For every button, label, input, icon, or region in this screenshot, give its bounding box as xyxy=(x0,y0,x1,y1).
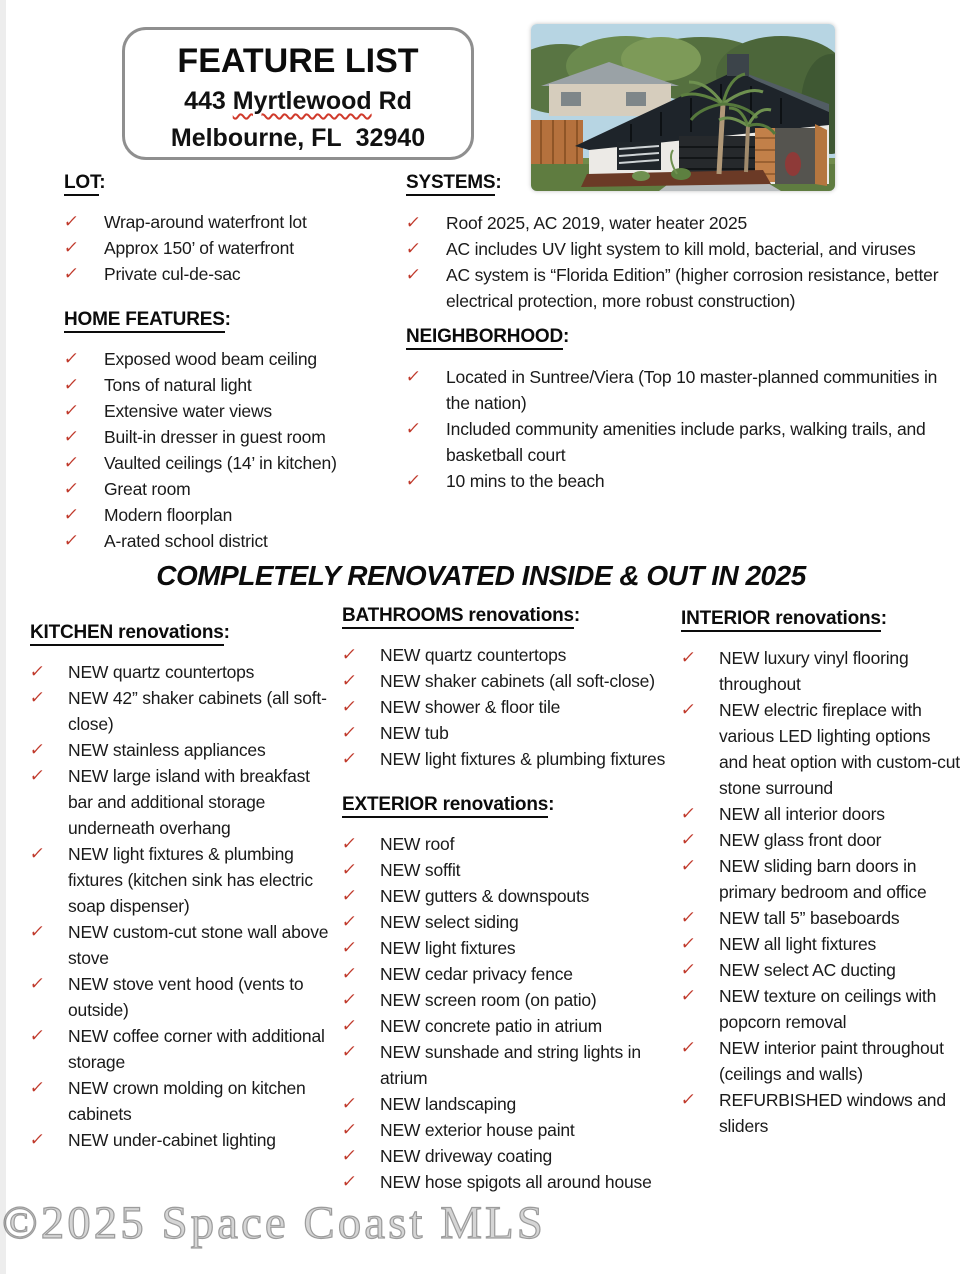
checkmark-icon: ✓ xyxy=(62,238,80,258)
list-item-text: NEW light fixtures & plumbing fixtures (kitchen sink has electric soap dispenser) xyxy=(68,844,313,916)
list-item xyxy=(342,1143,668,1169)
list-item xyxy=(30,763,336,841)
page-edge-shading xyxy=(0,0,6,1274)
list-item-text: NEW shower & floor tile xyxy=(380,697,561,717)
list-item-text: Vaulted ceilings (14’ in kitchen) xyxy=(104,453,337,473)
list-item xyxy=(406,236,951,262)
section-heading-bathrooms: BATHROOMS renovations: xyxy=(342,605,668,627)
checkmark-icon: ✓ xyxy=(340,697,358,717)
page-title: FEATURE LIST xyxy=(177,42,419,80)
list-item-text: Approx 150’ of waterfront xyxy=(104,238,294,258)
list-item xyxy=(681,957,960,983)
list-item-text: NEW concrete patio in atrium xyxy=(380,1016,602,1036)
list-item xyxy=(342,746,668,772)
checkmark-icon: ✓ xyxy=(340,834,358,854)
checkmark-icon: ✓ xyxy=(404,213,422,233)
list-item xyxy=(30,971,336,1023)
list-item xyxy=(681,645,960,697)
checkmark-icon: ✓ xyxy=(679,908,697,928)
list-item-text: NEW all interior doors xyxy=(719,804,885,824)
list-item-text: NEW interior paint throughout (ceilings and walls) xyxy=(719,1038,944,1084)
list-item-text: NEW shaker cabinets (all soft-close) xyxy=(380,671,655,691)
list-item-text: 10 mins to the beach xyxy=(446,471,605,491)
address-line-1 xyxy=(125,85,471,118)
mls-watermark: ©2025 Space Coast MLS xyxy=(2,1197,546,1249)
neighborhood-list xyxy=(406,364,951,494)
list-item xyxy=(681,801,960,827)
checkmark-icon: ✓ xyxy=(340,886,358,906)
list-item xyxy=(64,209,400,235)
list-item-text: NEW luxury vinyl flooring throughout xyxy=(719,648,909,694)
checkmark-icon: ✓ xyxy=(679,934,697,954)
section-heading-lot: LOT: xyxy=(64,172,400,194)
checkmark-icon: ✓ xyxy=(340,990,358,1010)
house-photo-illustration xyxy=(531,24,835,191)
list-item xyxy=(681,827,960,853)
list-item-text: Tons of natural light xyxy=(104,375,252,395)
checkmark-icon: ✓ xyxy=(28,1078,46,1098)
list-item-text: NEW all light fixtures xyxy=(719,934,877,954)
checkmark-icon: ✓ xyxy=(340,723,358,743)
list-item xyxy=(30,685,336,737)
list-item xyxy=(64,261,400,287)
checkmark-icon: ✓ xyxy=(340,1016,358,1036)
checkmark-icon: ✓ xyxy=(340,1146,358,1166)
list-item xyxy=(342,909,668,935)
list-item-text: NEW screen room (on patio) xyxy=(380,990,597,1010)
section-heading-interior: INTERIOR renovations: xyxy=(681,608,960,630)
checkmark-icon: ✓ xyxy=(404,471,422,491)
section-heading-neighborhood: NEIGHBORHOOD: xyxy=(406,326,951,348)
list-item xyxy=(30,1127,336,1153)
list-item xyxy=(406,210,951,236)
checkmark-icon: ✓ xyxy=(28,922,46,942)
checkmark-icon: ✓ xyxy=(340,645,358,665)
list-item-text: NEW select AC ducting xyxy=(719,960,896,980)
list-item xyxy=(342,935,668,961)
section-heading-home-features: HOME FEATURES: xyxy=(64,309,400,331)
checkmark-icon: ✓ xyxy=(28,740,46,760)
list-item-text: Great room xyxy=(104,479,191,499)
checkmark-icon: ✓ xyxy=(340,749,358,769)
checkmark-icon: ✓ xyxy=(404,419,422,439)
checkmark-icon: ✓ xyxy=(62,375,80,395)
list-item-text: NEW light fixtures xyxy=(380,938,516,958)
checkmark-icon: ✓ xyxy=(62,427,80,447)
checkmark-icon: ✓ xyxy=(62,479,80,499)
section-heading-exterior: EXTERIOR renovations: xyxy=(342,794,668,816)
list-item xyxy=(342,857,668,883)
checkmark-icon: ✓ xyxy=(679,830,697,850)
house-photo xyxy=(531,24,835,191)
list-item-text: NEW driveway coating xyxy=(380,1146,553,1166)
checkmark-icon: ✓ xyxy=(340,964,358,984)
list-item xyxy=(342,668,668,694)
list-item-text: NEW cedar privacy fence xyxy=(380,964,573,984)
checkmark-icon: ✓ xyxy=(62,264,80,284)
list-item-text: NEW 42” shaker cabinets (all soft-close) xyxy=(68,688,327,734)
kitchen-column xyxy=(30,622,336,1153)
list-item-text: NEW roof xyxy=(380,834,455,854)
list-item-text: NEW hose spigots all around house xyxy=(380,1172,652,1192)
list-item xyxy=(681,931,960,957)
list-item xyxy=(342,642,668,668)
list-item-text: AC system is “Florida Edition” (higher corrosion resistance, better electrical protection, more robust construction) xyxy=(446,265,939,311)
list-item-text: Extensive water views xyxy=(104,401,272,421)
list-item xyxy=(64,235,400,261)
list-item-text: NEW stove vent hood (vents to outside) xyxy=(68,974,304,1020)
list-item xyxy=(681,1035,960,1087)
address-number: 443 xyxy=(184,87,226,115)
interior-column xyxy=(681,608,960,1139)
checkmark-icon: ✓ xyxy=(679,700,697,720)
address-street: Myrtlewood xyxy=(232,87,372,115)
list-item-text: NEW tall 5” baseboards xyxy=(719,908,900,928)
list-item xyxy=(342,720,668,746)
checkmark-icon: ✓ xyxy=(404,265,422,285)
list-item xyxy=(30,841,336,919)
checkmark-icon: ✓ xyxy=(340,860,358,880)
list-item xyxy=(342,1039,668,1091)
checkmark-icon: ✓ xyxy=(62,531,80,551)
list-item xyxy=(342,1013,668,1039)
list-item xyxy=(342,961,668,987)
list-item-text: NEW texture on ceilings with popcorn removal xyxy=(719,986,937,1032)
checkmark-icon: ✓ xyxy=(28,1130,46,1150)
middle-column xyxy=(342,605,668,1195)
section-heading-systems: SYSTEMS: xyxy=(406,172,951,194)
checkmark-icon: ✓ xyxy=(28,844,46,864)
list-item xyxy=(681,983,960,1035)
list-item-text: Exposed wood beam ceiling xyxy=(104,349,317,369)
checkmark-icon: ✓ xyxy=(679,1090,697,1110)
list-item xyxy=(64,528,400,554)
checkmark-icon: ✓ xyxy=(28,1026,46,1046)
list-item-text: Built-in dresser in guest room xyxy=(104,427,326,447)
list-item-text: NEW light fixtures & plumbing fixtures xyxy=(380,749,666,769)
checkmark-icon: ✓ xyxy=(340,1172,358,1192)
checkmark-icon: ✓ xyxy=(62,505,80,525)
list-item-text: NEW custom-cut stone wall above stove xyxy=(68,922,329,968)
list-item-text: NEW electric fireplace with various LED lighting options and heat option with custom-cut stone surround xyxy=(719,700,960,798)
list-item xyxy=(64,476,400,502)
checkmark-icon: ✓ xyxy=(62,349,80,369)
checkmark-icon: ✓ xyxy=(679,856,697,876)
list-item-text: A-rated school district xyxy=(104,531,268,551)
checkmark-icon: ✓ xyxy=(62,453,80,473)
list-item-text: NEW under-cabinet lighting xyxy=(68,1130,276,1150)
checkmark-icon: ✓ xyxy=(340,938,358,958)
list-item-text: NEW large island with breakfast bar and additional storage underneath overhang xyxy=(68,766,310,838)
list-item xyxy=(342,1117,668,1143)
list-item xyxy=(30,1075,336,1127)
lot-list xyxy=(64,209,400,287)
section-heading-kitchen: KITCHEN renovations: xyxy=(30,622,336,644)
list-item xyxy=(30,919,336,971)
checkmark-icon: ✓ xyxy=(340,1120,358,1140)
list-item xyxy=(681,1087,960,1139)
list-item xyxy=(342,831,668,857)
right-column-top xyxy=(406,172,951,506)
address-line-2: Melbourne, FL 32940 xyxy=(170,123,426,152)
list-item-text: NEW quartz countertops xyxy=(68,662,255,682)
list-item xyxy=(64,398,400,424)
checkmark-icon: ✓ xyxy=(340,1094,358,1114)
list-item xyxy=(681,853,960,905)
list-item-text: AC includes UV light system to kill mold, bacterial, and viruses xyxy=(446,239,916,259)
list-item-text: NEW exterior house paint xyxy=(380,1120,575,1140)
renovation-banner: COMPLETELY RENOVATED INSIDE & OUT IN 2025 xyxy=(156,560,806,591)
list-item xyxy=(342,694,668,720)
list-item-text: NEW stainless appliances xyxy=(68,740,266,760)
list-item-text: Modern floorplan xyxy=(104,505,233,525)
list-item xyxy=(342,883,668,909)
list-item-text: NEW quartz countertops xyxy=(380,645,567,665)
interior-list xyxy=(681,645,960,1139)
list-item-text: NEW sliding barn doors in primary bedroom and office xyxy=(719,856,927,902)
list-item xyxy=(406,262,951,314)
home-features-list xyxy=(64,346,400,554)
list-item-text: NEW landscaping xyxy=(380,1094,517,1114)
list-item xyxy=(64,372,400,398)
list-item xyxy=(342,987,668,1013)
checkmark-icon: ✓ xyxy=(679,648,697,668)
list-item xyxy=(64,450,400,476)
checkmark-icon: ✓ xyxy=(28,766,46,786)
kitchen-list xyxy=(30,659,336,1153)
checkmark-icon: ✓ xyxy=(62,401,80,421)
list-item-text: Included community amenities include parks, walking trails, and basketball court xyxy=(446,419,926,465)
checkmark-icon: ✓ xyxy=(28,688,46,708)
list-item xyxy=(406,364,951,416)
checkmark-icon: ✓ xyxy=(679,804,697,824)
list-item-text: Private cul-de-sac xyxy=(104,264,241,284)
feature-list-header-box xyxy=(122,27,474,160)
list-item-text: NEW sunshade and string lights in atrium xyxy=(380,1042,641,1088)
bathrooms-list xyxy=(342,642,668,772)
list-item xyxy=(681,697,960,801)
list-item xyxy=(681,905,960,931)
left-column-top xyxy=(64,172,400,574)
list-item xyxy=(64,424,400,450)
list-item-text: NEW glass front door xyxy=(719,830,882,850)
checkmark-icon: ✓ xyxy=(28,974,46,994)
list-item xyxy=(406,416,951,468)
checkmark-icon: ✓ xyxy=(679,986,697,1006)
address-suffix: Rd xyxy=(378,87,412,115)
list-item xyxy=(30,1023,336,1075)
list-item-text: Located in Suntree/Viera (Top 10 master-planned communities in the nation) xyxy=(446,367,938,413)
list-item xyxy=(30,659,336,685)
checkmark-icon: ✓ xyxy=(28,662,46,682)
list-item xyxy=(342,1091,668,1117)
list-item xyxy=(64,502,400,528)
checkmark-icon: ✓ xyxy=(679,1038,697,1058)
list-item-text: Wrap-around waterfront lot xyxy=(104,212,307,232)
list-item-text: NEW crown molding on kitchen cabinets xyxy=(68,1078,306,1124)
list-item-text: NEW soffit xyxy=(380,860,461,880)
list-item xyxy=(64,346,400,372)
list-item-text: NEW select siding xyxy=(380,912,519,932)
checkmark-icon: ✓ xyxy=(340,1042,358,1062)
checkmark-icon: ✓ xyxy=(340,671,358,691)
systems-list xyxy=(406,210,951,314)
list-item-text: REFURBISHED windows and sliders xyxy=(719,1090,946,1136)
checkmark-icon: ✓ xyxy=(404,367,422,387)
checkmark-icon: ✓ xyxy=(679,960,697,980)
exterior-list xyxy=(342,831,668,1195)
checkmark-icon: ✓ xyxy=(340,912,358,932)
list-item xyxy=(30,737,336,763)
list-item-text: NEW coffee corner with additional storage xyxy=(68,1026,325,1072)
list-item xyxy=(342,1169,668,1195)
list-item-text: NEW tub xyxy=(380,723,449,743)
checkmark-icon: ✓ xyxy=(62,212,80,232)
list-item xyxy=(406,468,951,494)
list-item-text: Roof 2025, AC 2019, water heater 2025 xyxy=(446,213,748,233)
checkmark-icon: ✓ xyxy=(404,239,422,259)
list-item-text: NEW gutters & downspouts xyxy=(380,886,590,906)
